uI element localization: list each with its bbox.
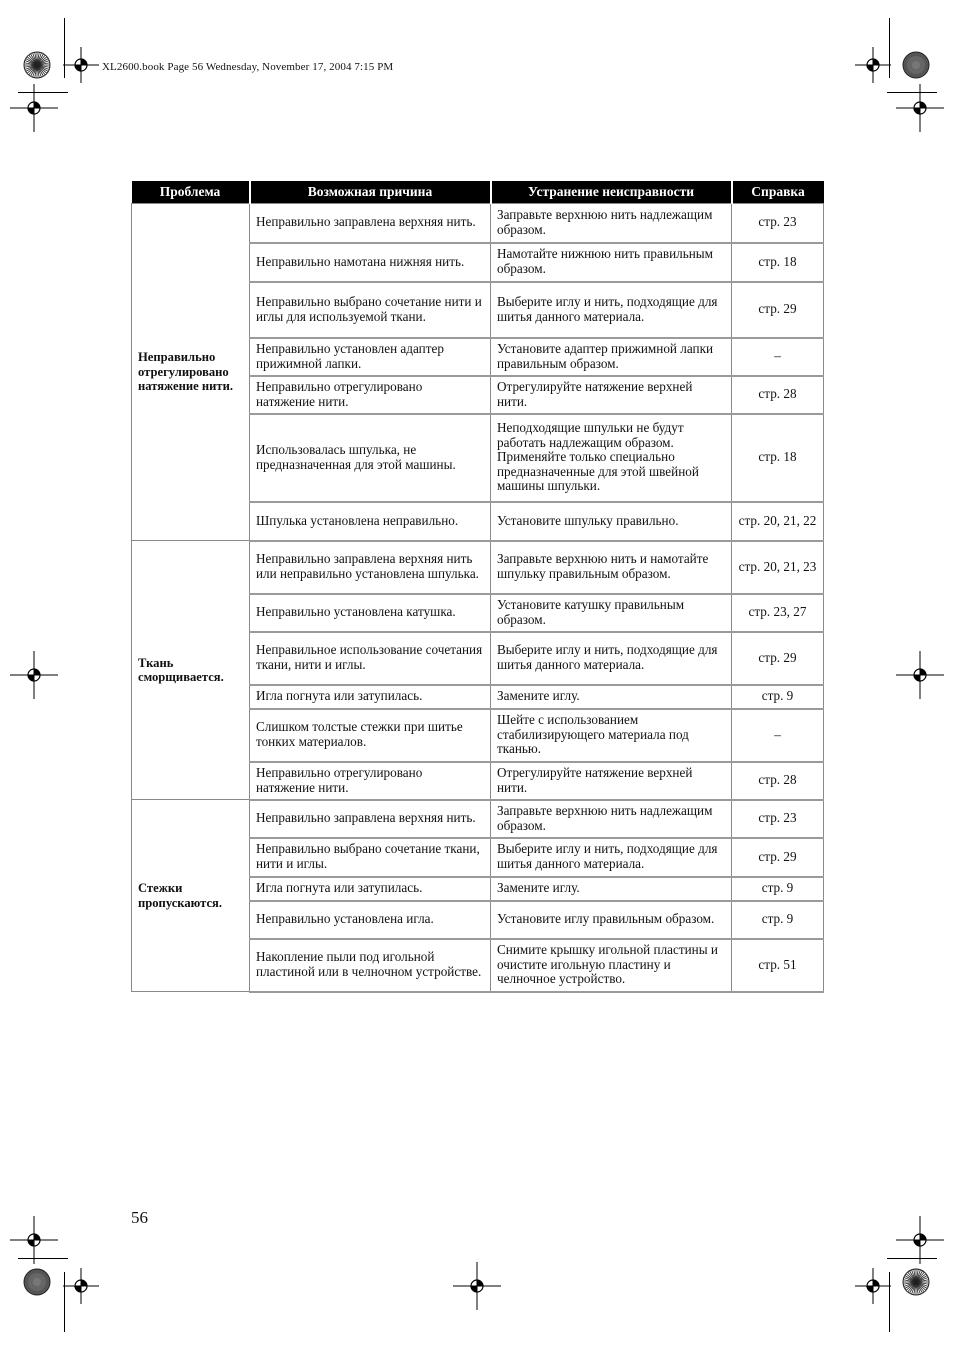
table-row	[132, 204, 824, 243]
remedy-cell: Заправьте верхнюю нить и намотайте шпульку правильным образом.	[491, 541, 732, 594]
remedy-cell: Заправьте верхнюю нить надлежащим образом.	[491, 800, 732, 838]
registration-mark-icon	[896, 1216, 944, 1264]
cause-cell: Игла погнута или затупилась.	[250, 685, 491, 709]
registration-mark-icon	[10, 1216, 58, 1264]
cause-cell: Неправильное использование сочетания ткани, нити и иглы.	[250, 632, 491, 685]
reference-cell: стр. 51	[732, 939, 824, 992]
cause-cell: Неправильно установлен адаптер прижимной лапки.	[250, 338, 491, 376]
remedy-cell: Замените иглу.	[491, 685, 732, 709]
cause-cell: Слишком толстые стежки при шитье тонких материалов.	[250, 709, 491, 762]
reference-cell: стр. 9	[732, 685, 824, 709]
problem-cell: Стежки пропускаются.	[132, 800, 250, 992]
reference-cell: стр. 23	[732, 204, 824, 243]
cause-cell: Неправильно намотана нижняя нить.	[250, 243, 491, 282]
remedy-cell: Установите адаптер прижимной лапки правильным образом.	[491, 338, 732, 376]
color-bar-rosette-icon	[902, 1268, 930, 1296]
column-header-reference: Справка	[732, 181, 824, 204]
remedy-cell: Снимите крышку игольной пластины и очистите игольную пластину и челночное устройство.	[491, 939, 732, 992]
problem-cell: Ткань сморщивается.	[132, 541, 250, 800]
registration-mark-icon	[63, 1268, 99, 1304]
reference-cell: стр. 18	[732, 414, 824, 502]
cause-cell: Шпулька установлена неправильно.	[250, 502, 491, 541]
crop-line	[889, 1272, 890, 1332]
color-bar-rosette-icon	[23, 1268, 51, 1296]
crop-line	[887, 1258, 937, 1259]
crop-line	[64, 1272, 65, 1332]
registration-mark-icon	[10, 651, 58, 699]
table-row	[132, 541, 824, 594]
cause-cell: Неправильно выбрано сочетание ткани, нити и иглы.	[250, 838, 491, 877]
reference-cell: стр. 20, 21, 22	[732, 502, 824, 541]
crop-line	[18, 92, 68, 93]
reference-cell: стр. 18	[732, 243, 824, 282]
reference-cell: стр. 29	[732, 632, 824, 685]
reference-cell: стр. 28	[732, 376, 824, 414]
reference-cell: стр. 28	[732, 762, 824, 800]
cause-cell: Неправильно заправлена верхняя нить.	[250, 800, 491, 838]
crop-line	[18, 1258, 68, 1259]
reference-cell: стр. 29	[732, 838, 824, 877]
registration-mark-icon	[896, 651, 944, 699]
remedy-cell: Неподходящие шпульки не будут работать надлежащим образом. Применяйте только специально предназначенные для этой швейной машины шпульки.	[491, 414, 732, 502]
remedy-cell: Намотайте нижнюю нить правильным образом.	[491, 243, 732, 282]
column-header-cause: Возможная причина	[250, 181, 491, 204]
cause-cell: Неправильно установлена игла.	[250, 901, 491, 939]
registration-mark-icon	[63, 47, 99, 83]
reference-cell: –	[732, 338, 824, 376]
registration-mark-icon	[855, 1268, 891, 1304]
remedy-cell: Отрегулируйте натяжение верхней нити.	[491, 376, 732, 414]
remedy-cell: Заправьте верхнюю нить надлежащим образом.	[491, 204, 732, 243]
remedy-cell: Установите иглу правильным образом.	[491, 901, 732, 939]
troubleshooting-table	[131, 181, 824, 993]
crop-line	[887, 92, 937, 93]
reference-cell: стр. 9	[732, 877, 824, 901]
remedy-cell: Выберите иглу и нить, подходящие для шитья данного материала.	[491, 632, 732, 685]
page-number: 56	[131, 1208, 148, 1227]
registration-mark-icon	[855, 47, 891, 83]
remedy-cell: Выберите иглу и нить, подходящие для шитья данного материала.	[491, 838, 732, 877]
reference-cell: стр. 29	[732, 282, 824, 338]
cause-cell: Неправильно выбрано сочетание нити и иглы для используемой ткани.	[250, 282, 491, 338]
reference-cell: –	[732, 709, 824, 762]
remedy-cell: Шейте с использованием стабилизирующего материала под тканью.	[491, 709, 732, 762]
column-header-remedy: Устранение неисправности	[491, 181, 732, 204]
remedy-cell: Отрегулируйте натяжение верхней нити.	[491, 762, 732, 800]
cause-cell: Использовалась шпулька, не предназначенная для этой машины.	[250, 414, 491, 502]
remedy-cell: Замените иглу.	[491, 877, 732, 901]
remedy-cell: Установите катушку правильным образом.	[491, 594, 732, 632]
reference-cell: стр. 9	[732, 901, 824, 939]
reference-cell: стр. 23, 27	[732, 594, 824, 632]
cause-cell: Неправильно заправлена верхняя нить или неправильно установлена шпулька.	[250, 541, 491, 594]
reference-cell: стр. 20, 21, 23	[732, 541, 824, 594]
crop-line	[889, 18, 890, 78]
crop-line	[64, 18, 65, 78]
registration-mark-icon	[453, 1262, 501, 1310]
reference-cell: стр. 23	[732, 800, 824, 838]
cause-cell: Накопление пыли под игольной пластиной или в челночном устройстве.	[250, 939, 491, 992]
color-bar-rosette-icon	[902, 51, 930, 79]
color-bar-rosette-icon	[23, 51, 51, 79]
column-header-problem: Проблема	[132, 181, 250, 204]
cause-cell: Неправильно отрегулировано натяжение нити.	[250, 762, 491, 800]
cause-cell: Неправильно заправлена верхняя нить.	[250, 204, 491, 243]
cause-cell: Игла погнута или затупилась.	[250, 877, 491, 901]
remedy-cell: Установите шпульку правильно.	[491, 502, 732, 541]
table-row	[132, 800, 824, 838]
problem-cell: Неправильно отрегулировано натяжение нити.	[132, 204, 250, 541]
cause-cell: Неправильно установлена катушка.	[250, 594, 491, 632]
remedy-cell: Выберите иглу и нить, подходящие для шитья данного материала.	[491, 282, 732, 338]
table-header-row	[132, 181, 824, 204]
table-body	[132, 204, 824, 992]
cause-cell: Неправильно отрегулировано натяжение нити.	[250, 376, 491, 414]
print-header-line: XL2600.book Page 56 Wednesday, November 17, 2004 7:15 PM	[102, 61, 394, 73]
